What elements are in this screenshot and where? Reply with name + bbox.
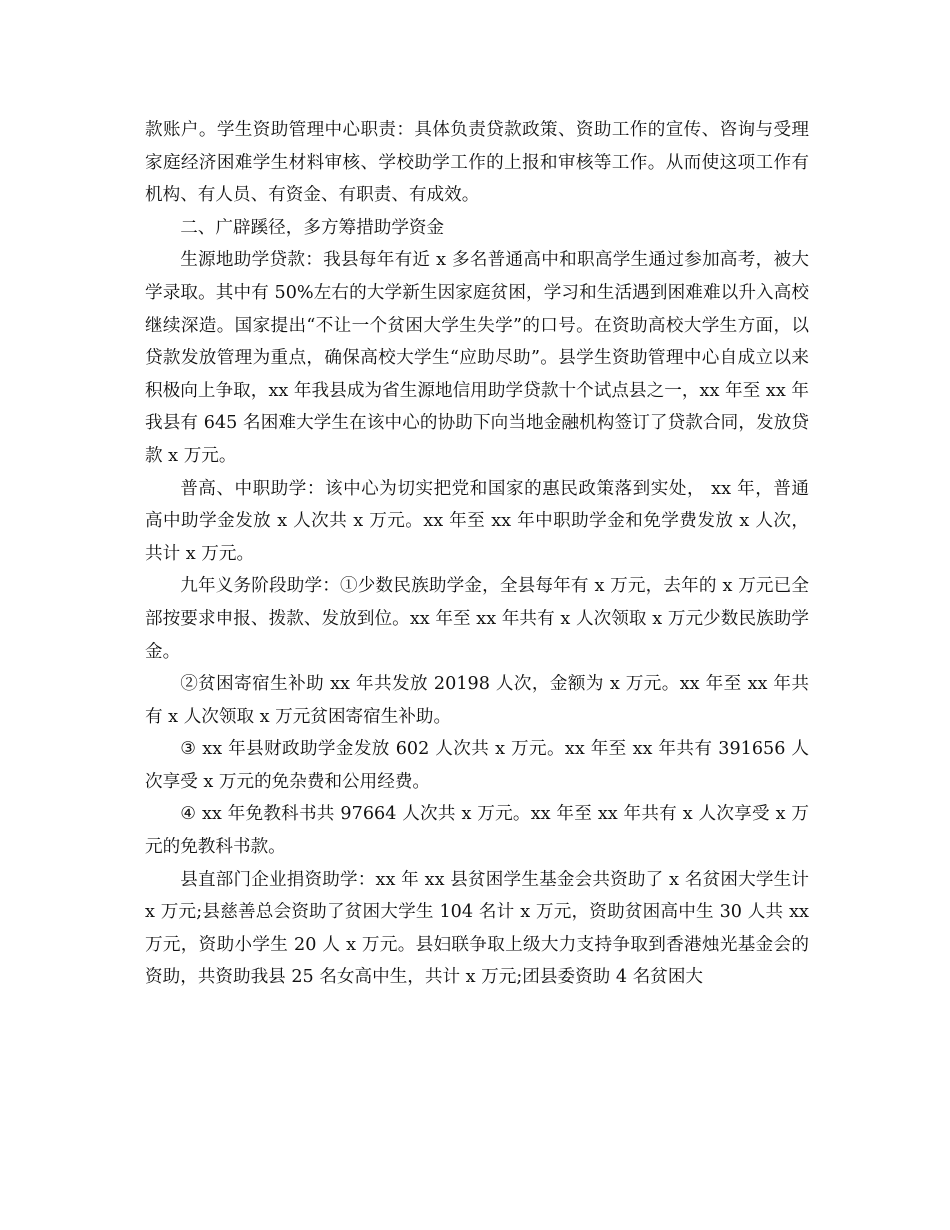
paragraph-student-loan: 生源地助学贷款：我县每年有近 x 多名普通高中和职高学生通过参加高考，被大学录取。其中有 50%左右的大学新生因家庭贫困，学习和生活遇到困难难以升入高校继续深造。国家提出“不让一个贫困大学生失学”的口号。在资助高校大学生方面，以贷款发放管理为重点，确保高校大学生“应助尽助”。县学生资助管理中心自成立以来积极向上争取，xx 年我县成为省生源地信用助学贷款十个试点县之一，xx 年至 xx 年我县有 645 名困难大学生在该中心的协助下向当地金融机构签订了贷款合同，发放贷款 x 万元。 bbox=[145, 250, 809, 466]
paragraph-compulsory-education-aid: 九年义务阶段助学：①少数民族助学金，全县每年有 x 万元，去年的 x 万元已全部按要求申报、拨款、发放到位。xx 年至 xx 年共有 x 人次领取 x 万元少数民族助学金。 bbox=[145, 576, 809, 662]
document-body bbox=[145, 114, 809, 994]
paragraph-continuation: 款账户。学生资助管理中心职责：具体负责贷款政策、资助工作的宣传、咨询与受理家庭经济困难学生材料审核、学校助学工作的上报和审核等工作。从而使这项工作有机构、有人员、有资金、有职责、有成效。 bbox=[145, 120, 809, 206]
paragraph-free-textbooks: ④ xx 年免教科书共 97664 人次共 x 万元。xx 年至 xx 年共有 x 人次享受 x 万元的免教科书款。 bbox=[145, 804, 809, 858]
paragraph-high-school-aid: 普高、中职助学：该中心为切实把党和国家的惠民政策落到实处， xx 年，普通高中助学金发放 x 人次共 x 万元。xx 年至 xx 年中职助学金和免学费发放 x 人次，共计 x 万元。 bbox=[145, 478, 809, 564]
paragraph-boarding-subsidy: ②贫困寄宿生补助 xx 年共发放 20198 人次，金额为 x 万元。xx 年至 xx 年共有 x 人次领取 x 万元贫困寄宿生补助。 bbox=[145, 674, 809, 727]
paragraph-donations: 县直部门企业捐资助学：xx 年 xx 县贫困学生基金会共资助了 x 名贫困大学生计 x 万元;县慈善总会资助了贫困大学生 104 名计 x 万元，资助贫困高中生 30 人共 xx 万元，资助小学生 20 人 x 万元。县妇联争取上级大力支持争取到香港烛光基金会的资助，共资助我县 25 名女高中生，共计 x 万元;团县委资助 4 名贫困大 bbox=[145, 869, 809, 988]
paragraph-county-finance-aid: ③ xx 年县财政助学金发放 602 人次共 x 万元。xx 年至 xx 年共有 391656 人次享受 x 万元的免杂费和公用经费。 bbox=[145, 739, 809, 792]
section-heading: 二、广辟蹊径，多方筹措助学资金 bbox=[180, 217, 445, 238]
